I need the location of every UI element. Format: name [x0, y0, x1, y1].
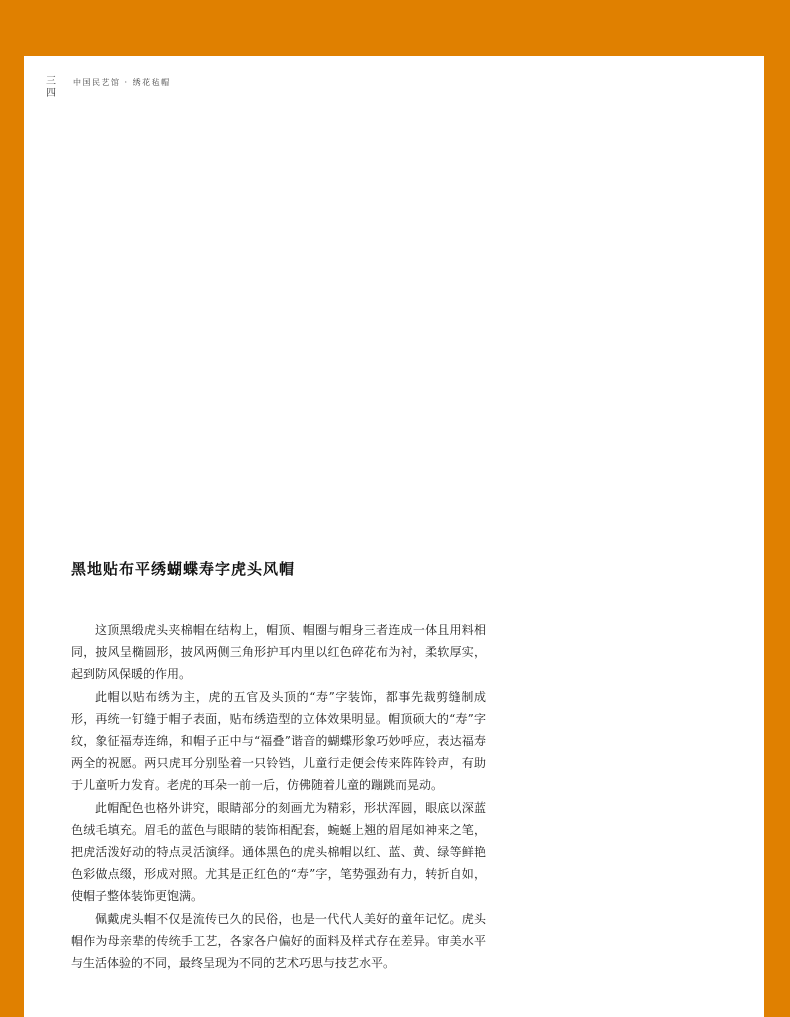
book-page [24, 56, 764, 1017]
body-paragraph: 佩戴虎头帽不仅是流传已久的民俗，也是一代代人美好的童年记忆。虎头帽作为母亲辈的传统手工艺，各家各户偏好的面料及样式存在差异。审美水平与生活体验的不同，最终呈现为不同的艺术巧思与技艺水平。 [71, 911, 486, 971]
page-number [45, 76, 57, 100]
page-number-top: 三 [46, 76, 56, 87]
page-number-bottom: 四 [46, 88, 56, 99]
article-title: 黑地贴布平绣蝴蝶寿字虎头风帽 [71, 560, 296, 578]
body-paragraph: 这顶黑缎虎头夹棉帽在结构上，帽顶、帽圈与帽身三者连成一体且用料相同，披风呈椭圆形，披风两侧三角形护耳内里以红色碎花布为衬，柔软厚实，起到防风保暖的作用。 [71, 623, 486, 682]
body-paragraph: 此帽以贴布绣为主，虎的五官及头顶的“寿”字装饰，都事先裁剪缝制成形，再统一钉缝于帽子表面，贴布绣造型的立体效果明显。帽顶硕大的“寿”字纹，象征福寿连绵，和帽子正中与“福叠”谐音的蝴蝶形象巧妙呼应，表达福寿两全的祝愿。两只虎耳分别坠着一只铃铛，儿童行走便会传来阵阵铃声，有助于儿童听力发育。老虎的耳朵一前一后，仿佛随着儿童的蹦跳而晃动。 [71, 689, 486, 793]
article-body [71, 619, 486, 974]
running-header: 中国民艺馆 · 绣花毡帽 [73, 78, 171, 87]
body-paragraph: 此帽配色也格外讲究，眼睛部分的刻画尤为精彩，形状浑圆，眼底以深蓝色绒毛填充。眉毛的蓝色与眼睛的装饰相配套，蜿蜒上翘的眉尾如神来之笔，把虎活泼好动的特点灵活演绎。通体黑色的虎头棉帽以红、蓝、黄、绿等鲜艳色彩做点缀，形成对照。尤其是正红色的“寿”字，笔势强劲有力，转折自如，使帽子整体装饰更饱满。 [71, 800, 486, 904]
